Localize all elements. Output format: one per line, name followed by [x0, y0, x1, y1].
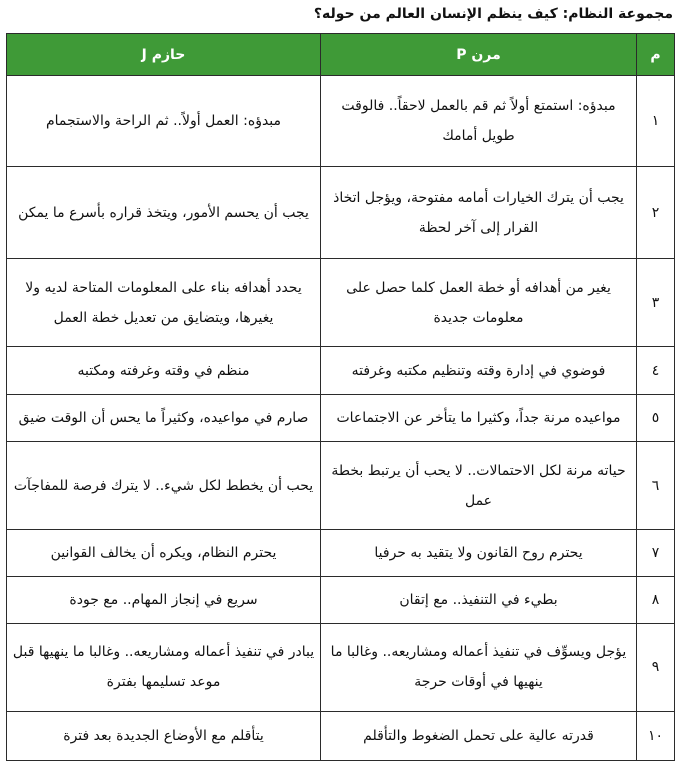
- cell-j: يحدد أهدافه بناء على المعلومات المتاحة لديه ولا يغيرها، ويتضايق من تعديل خطة العمل: [7, 258, 321, 346]
- header-number: م: [637, 34, 675, 76]
- table-row: [7, 347, 675, 395]
- cell-p: يغير من أهدافه أو خطة العمل كلما حصل على معلومات جديدة: [321, 258, 637, 346]
- cell-p: بطيء في التنفيذ.. مع إتقان: [321, 576, 637, 623]
- header-flexible-p: مرن P: [321, 34, 637, 76]
- cell-p: قدرته عالية على تحمل الضغوط والتأقلم: [321, 712, 637, 761]
- cell-j: مبدؤه: العمل أولاً.. ثم الراحة والاستجمام: [7, 76, 321, 167]
- table-row: [7, 530, 675, 577]
- cell-p: يؤجل ويسوِّف في تنفيذ أعماله ومشاريعه.. وغالبا ما ينهيها في أوقات حرجة: [321, 623, 637, 711]
- cell-j: صارم في مواعيده، وكثيراً ما يحس أن الوقت ضيق: [7, 395, 321, 442]
- page-title: مجموعة النظام: كيف ينظم الإنسان العالم من حوله؟: [313, 6, 673, 22]
- row-number: ٥: [637, 395, 675, 442]
- table-row: [7, 395, 675, 442]
- row-number: ٢: [637, 167, 675, 258]
- row-number: ٣: [637, 258, 675, 346]
- table-row: [7, 76, 675, 167]
- row-number: ٧: [637, 530, 675, 577]
- table-header-row: [7, 34, 675, 76]
- row-number: ١٠: [637, 712, 675, 761]
- comparison-table: [6, 33, 675, 761]
- row-number: ٨: [637, 576, 675, 623]
- cell-j: سريع في إنجاز المهام.. مع جودة: [7, 576, 321, 623]
- row-number: ١: [637, 76, 675, 167]
- table-row: [7, 441, 675, 529]
- table-row: [7, 576, 675, 623]
- cell-p: حياته مرنة لكل الاحتمالات.. لا يحب أن يرتبط بخطة عمل: [321, 441, 637, 529]
- table-row: [7, 167, 675, 258]
- cell-p: يحترم روح القانون ولا يتقيد به حرفيا: [321, 530, 637, 577]
- row-number: ٩: [637, 623, 675, 711]
- row-number: ٦: [637, 441, 675, 529]
- cell-p: يجب أن يترك الخيارات أمامه مفتوحة، ويؤجل اتخاذ القرار إلى آخر لحظة: [321, 167, 637, 258]
- row-number: ٤: [637, 347, 675, 395]
- cell-p: مبدؤه: استمتع أولاً ثم قم بالعمل لاحقاً.. فالوقت طويل أمامك: [321, 76, 637, 167]
- cell-j: يجب أن يحسم الأمور، ويتخذ قراره بأسرع ما يمكن: [7, 167, 321, 258]
- cell-j: يتأقلم مع الأوضاع الجديدة بعد فترة: [7, 712, 321, 761]
- cell-j: منظم في وقته وغرفته ومكتبه: [7, 347, 321, 395]
- cell-p: مواعيده مرنة جداً، وكثيرا ما يتأخر عن الاجتماعات: [321, 395, 637, 442]
- cell-j: يحترم النظام، ويكره أن يخالف القوانين: [7, 530, 321, 577]
- table-row: [7, 712, 675, 761]
- table-row: [7, 258, 675, 346]
- cell-j: يبادر في تنفيذ أعماله ومشاريعه.. وغالبا ما ينهيها قبل موعد تسليمها بفترة: [7, 623, 321, 711]
- table-row: [7, 623, 675, 711]
- cell-p: فوضوي في إدارة وقته وتنظيم مكتبه وغرفته: [321, 347, 637, 395]
- cell-j: يحب أن يخطط لكل شيء.. لا يترك فرصة للمفاجآت: [7, 441, 321, 529]
- header-firm-j: حازم J: [7, 34, 321, 76]
